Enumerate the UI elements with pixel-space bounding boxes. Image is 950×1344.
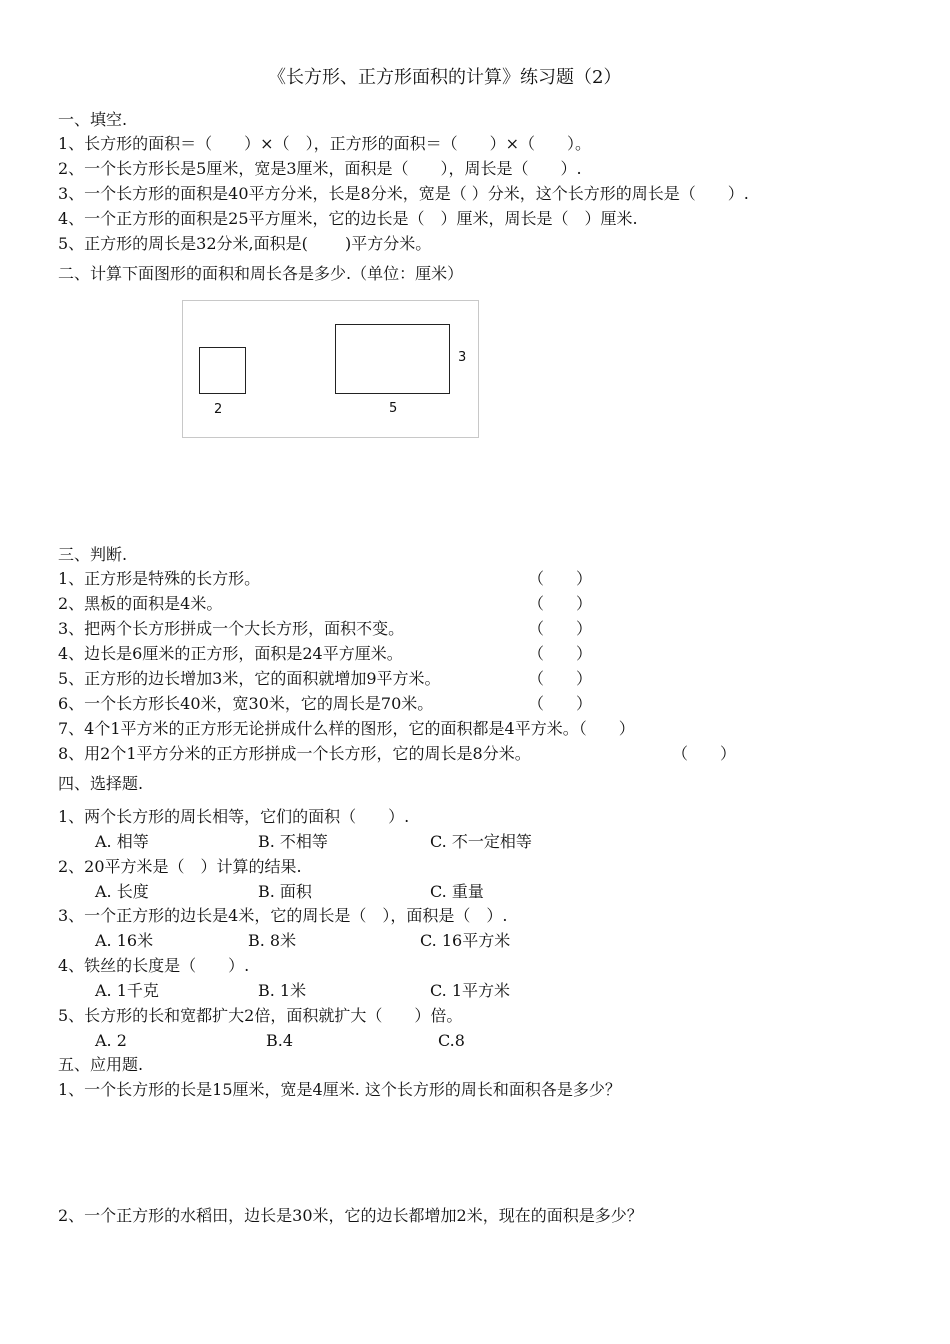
section-3-heading: 三、判断. bbox=[58, 545, 128, 564]
judge-item-7: 7、4个1平方米的正方形无论拼成什么样的图形，它的面积都是4平方米。（ ） bbox=[58, 719, 635, 738]
section-2-heading: 二、计算下面图形的面积和周长各是多少.（单位：厘米） bbox=[58, 264, 464, 283]
choice-1-option-c: C. 不一定相等 bbox=[430, 832, 532, 851]
judge-item-2: 2、黑板的面积是4米。 bbox=[58, 594, 223, 613]
judge-item-6: 6、一个长方形长40米，宽30米，它的周长是70米。 bbox=[58, 694, 434, 713]
fill-item-3: 3、一个长方形的面积是40平方分米，长是8分米，宽是（ ）分米，这个长方形的周长是（ ）. bbox=[58, 184, 749, 203]
choice-5-option-b: B.4 bbox=[266, 1031, 294, 1050]
fill-item-2: 2、一个长方形长是5厘米，宽是3厘米，面积是（ ），周长是（ ）. bbox=[58, 159, 582, 178]
rectangle-shape bbox=[335, 324, 450, 394]
judge-item-5: 5、正方形的边长增加3米，它的面积就增加9平方米。 bbox=[58, 669, 441, 688]
choice-question-2: 2、20平方米是（ ）计算的结果. bbox=[58, 857, 302, 876]
rect-width-label: 5 bbox=[389, 401, 398, 416]
judge-item-3: 3、把两个长方形拼成一个大长方形，面积不变。 bbox=[58, 619, 405, 638]
judge-paren-2: （ ） bbox=[528, 594, 593, 613]
judge-paren-4: （ ） bbox=[528, 644, 593, 663]
square-shape bbox=[199, 347, 246, 394]
judge-paren-6: （ ） bbox=[528, 694, 593, 713]
square-side-label: 2 bbox=[214, 402, 223, 417]
fill-item-1: 1、长方形的面积＝（ ）×（ ），正方形的面积＝（ ）×（ ）。 bbox=[58, 134, 591, 153]
choice-4-option-c: C. 1平方米 bbox=[430, 981, 511, 1000]
section-1-heading: 一、填空. bbox=[58, 110, 128, 129]
fill-item-4: 4、一个正方形的面积是25平方厘米，它的边长是（ ）厘米，周长是（ ）厘米. bbox=[58, 209, 638, 228]
judge-paren-3: （ ） bbox=[528, 619, 593, 638]
choice-3-option-b: B. 8米 bbox=[248, 931, 297, 950]
shapes-figure bbox=[182, 300, 479, 438]
choice-question-1: 1、两个长方形的周长相等，它们的面积（ ）. bbox=[58, 807, 410, 826]
section-4-heading: 四、选择题. bbox=[58, 774, 144, 793]
choice-2-option-a: A. 长度 bbox=[95, 882, 149, 901]
application-question-1: 1、一个长方形的长是15厘米，宽是4厘米. 这个长方形的周长和面积各是多少？ bbox=[58, 1080, 621, 1099]
choice-1-option-a: A. 相等 bbox=[95, 832, 149, 851]
judge-paren-1: （ ） bbox=[528, 569, 593, 588]
judge-item-8: 8、用2个1平方分米的正方形拼成一个长方形，它的周长是8分米。 bbox=[58, 744, 531, 763]
page-title: 《长方形、正方形面积的计算》练习题（2） bbox=[268, 67, 622, 88]
choice-question-3: 3、一个正方形的边长是4米，它的周长是（ ），面积是（ ）. bbox=[58, 906, 508, 925]
application-question-2: 2、一个正方形的水稻田，边长是30米，它的边长都增加2米，现在的面积是多少？ bbox=[58, 1206, 643, 1225]
choice-2-option-b: B. 面积 bbox=[258, 882, 312, 901]
choice-5-option-c: C.8 bbox=[438, 1031, 465, 1050]
choice-3-option-c: C. 16平方米 bbox=[420, 931, 511, 950]
choice-3-option-a: A. 16米 bbox=[95, 931, 154, 950]
judge-item-4: 4、边长是6厘米的正方形，面积是24平方厘米。 bbox=[58, 644, 403, 663]
judge-item-1: 1、正方形是特殊的长方形。 bbox=[58, 569, 261, 588]
choice-question-4: 4、铁丝的长度是（ ）. bbox=[58, 956, 250, 975]
choice-4-option-a: A. 1千克 bbox=[95, 981, 159, 1000]
choice-5-option-a: A. 2 bbox=[95, 1031, 127, 1050]
choice-4-option-b: B. 1米 bbox=[258, 981, 307, 1000]
choice-1-option-b: B. 不相等 bbox=[258, 832, 328, 851]
rect-height-label: 3 bbox=[458, 350, 467, 365]
judge-paren-5: （ ） bbox=[528, 669, 593, 688]
fill-item-5: 5、正方形的周长是32分米,面积是( )平方分米。 bbox=[58, 234, 432, 253]
choice-question-5: 5、长方形的长和宽都扩大2倍，面积就扩大（ ）倍。 bbox=[58, 1006, 463, 1025]
judge-paren-8: （ ） bbox=[672, 744, 737, 763]
section-5-heading: 五、应用题. bbox=[58, 1055, 144, 1074]
choice-2-option-c: C. 重量 bbox=[430, 882, 484, 901]
